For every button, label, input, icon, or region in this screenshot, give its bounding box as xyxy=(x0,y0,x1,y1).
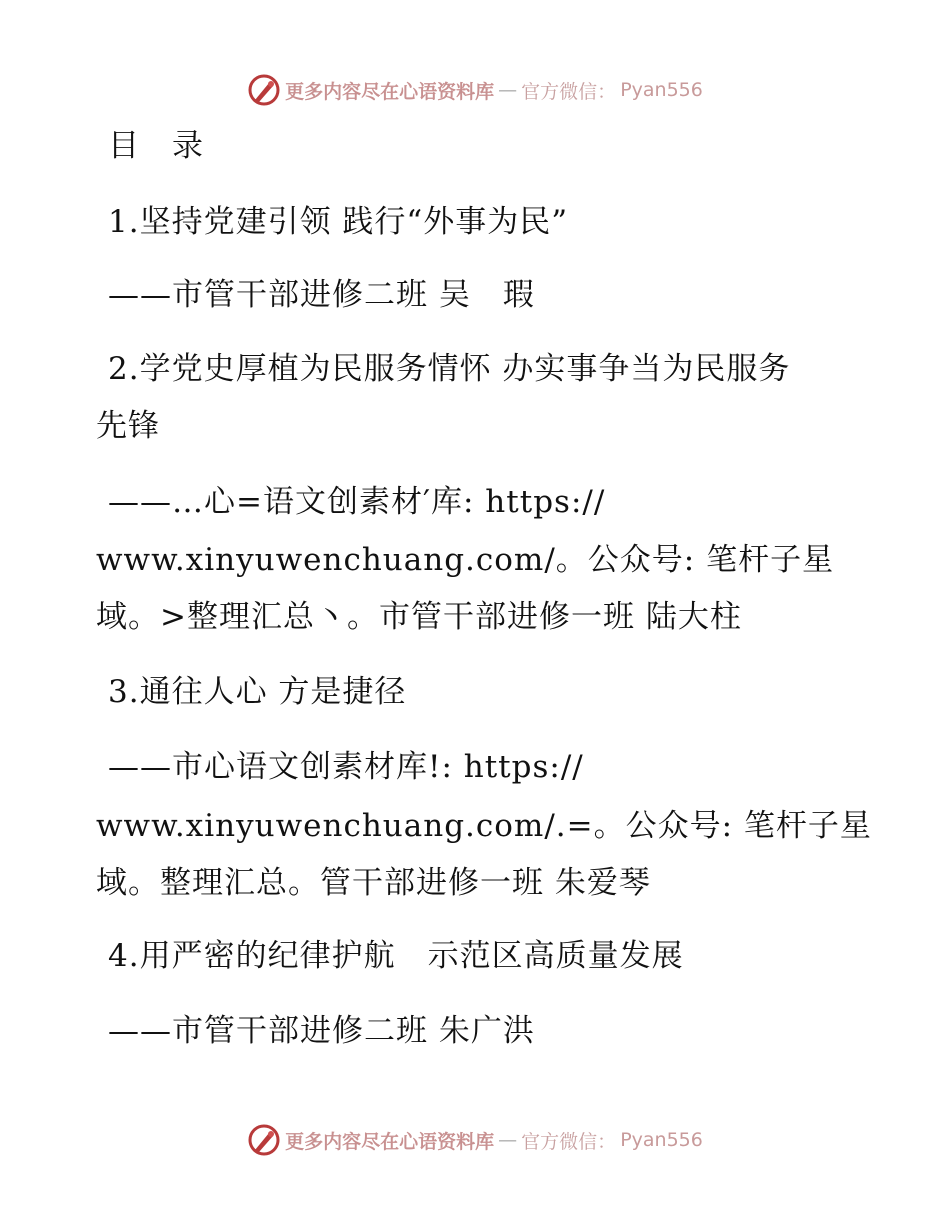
toc-heading: 目 录 xyxy=(108,128,204,164)
toc-entry-3-author-line-1: ——市心语文创素材库!: https:// xyxy=(108,749,584,785)
toc-entry-3-author-line-2: www.xinyuwenchuang.com/.=。公众号: 笔杆子星 xyxy=(96,808,872,844)
banner-wechat-id: Pyan556 xyxy=(620,79,703,101)
banner-separator: — xyxy=(498,79,518,101)
pen-circle-logo-icon xyxy=(247,1123,281,1157)
footer-watermark-inner xyxy=(247,1123,703,1157)
banner-separator: — xyxy=(498,1129,518,1151)
toc-entry-1-title: 1.坚持党建引领 践行“外事为民” xyxy=(108,204,569,240)
toc-entry-2-title: 2.学党史厚植为民服务情怀 办实事争当为民服务 xyxy=(108,351,791,387)
toc-entry-1-author: ——市管干部进修二班 吴 瑕 xyxy=(108,277,535,313)
toc-entry-3-author-line-3: 域。整理汇总。管干部进修一班 朱爱琴 xyxy=(96,865,651,901)
toc-entry-2-author-line-3: 域。>整理汇总丶。市管干部进修一班 陆大柱 xyxy=(96,599,742,635)
banner-main-text: 更多内容尽在心语资料库 xyxy=(285,1130,495,1153)
footer-watermark-banner xyxy=(0,1120,950,1160)
pen-circle-logo-icon xyxy=(247,73,281,107)
toc-entry-2-title-cont: 先锋 xyxy=(96,408,160,444)
toc-entry-4-title: 4.用严密的纪律护航 示范区高质量发展 xyxy=(108,938,684,974)
banner-main-text: 更多内容尽在心语资料库 xyxy=(285,80,495,103)
banner-wechat-id: Pyan556 xyxy=(620,1129,703,1151)
banner-wechat-label: 官方微信： xyxy=(521,80,617,103)
banner-wechat-label: 官方微信： xyxy=(521,1130,617,1153)
toc-entry-4-author: ——市管干部进修二班 朱广洪 xyxy=(108,1013,535,1049)
toc-entry-2-author-line-1: ——…心=语文创素材′库: https:// xyxy=(108,484,606,520)
toc-entry-2-author-line-2: www.xinyuwenchuang.com/。公众号: 笔杆子星 xyxy=(96,542,835,578)
header-watermark-banner xyxy=(0,70,950,110)
header-watermark-inner xyxy=(247,73,703,107)
toc-entry-3-title: 3.通往人心 方是捷径 xyxy=(108,674,407,710)
